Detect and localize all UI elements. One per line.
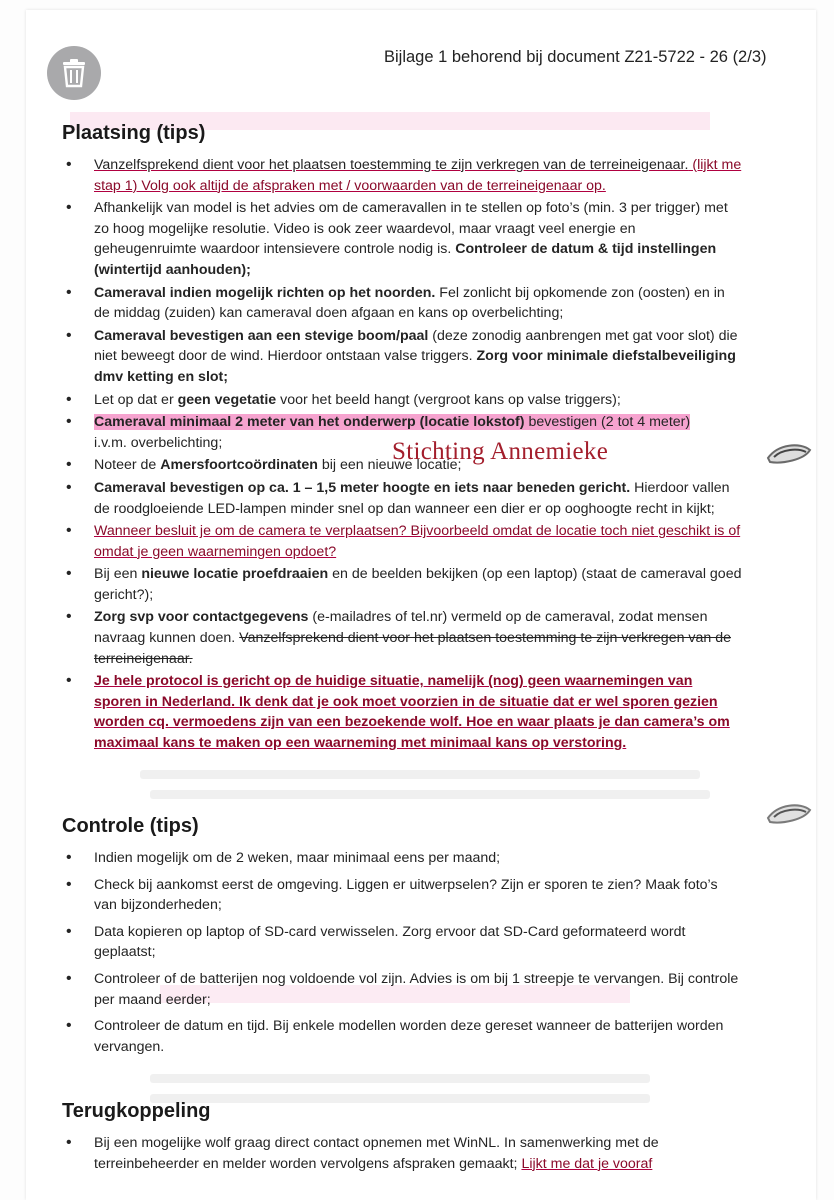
document-header: Bijlage 1 behorend bij document Z21-5722 - 26 (2/3) bbox=[384, 48, 767, 66]
section-title: Controle (tips) bbox=[62, 815, 199, 837]
trash-icon bbox=[60, 58, 88, 88]
list-item: • Data kopieren op laptop of SD-card verwisselen. Zorg ervoor dat SD-Card geformateerd wordt geplaatst; bbox=[66, 922, 686, 961]
section-terugkoppeling bbox=[62, 1100, 742, 1176]
list-item: • Afhankelijk van model is het advies om de cameravallen in te stellen op foto’s (min. 3 per trigger) met zo hoog mogelijke resolutie. Video is ook zeer waardevol, maar vraagt veel energie en geheugenruimte waardoor intensievere controle nodig is. Controleer de datum & tijd instellingen (wintertijd aanhouden); bbox=[66, 199, 728, 278]
list-item: • Cameraval minimaal 2 meter van het onderwerp (locatie lokstof) bevestigen (2 tot 4 meter) i.v.m. overbelichting; bbox=[66, 413, 691, 451]
list-item: • Wanneer besluit je om de camera te verplaatsen? Bijvoorbeeld omdat de locatie toch niet geschikt is of omdat je geen waarnemingen opdoet? bbox=[66, 522, 741, 560]
list-item: • Controleer de datum en tijd. Bij enkele modellen worden deze gereset wanneer de batterijen worden vervangen. bbox=[66, 1017, 724, 1055]
list-item: • Bij een nieuwe locatie proefdraaien en de beelden bekijken (op een laptop) (staat de cameraval goed gericht?); bbox=[66, 565, 742, 603]
watermark-stamp: Stichting Annemieke bbox=[392, 438, 609, 465]
paper-clip-icon bbox=[764, 800, 814, 826]
section-title: Plaatsing (tips) bbox=[62, 122, 206, 144]
bleed-line bbox=[150, 790, 710, 799]
bleed-line bbox=[150, 1074, 650, 1083]
controle-list bbox=[62, 848, 742, 1057]
section-controle bbox=[62, 815, 742, 1063]
terugkoppeling-list bbox=[62, 1133, 742, 1174]
list-item: • Je hele protocol is gericht op de huidige situatie, namelijk (nog) geen waarnemingen van sporen in Nederland. Ik denk dat je ook moet voorzien in de situatie dat er wel sporen gezien worden cq. vermoedens zijn van een bezoekende wolf. Hoe en waar plaats je dan camera’s om maximaal kans te maken op een waarneming met minimaal kans op verstoring. bbox=[66, 672, 730, 752]
list-item: • Vanzelfsprekend dient voor het plaatsen toestemming te zijn verkregen van de terreineigenaar. (lijkt me stap 1) Volg ook altijd de afspraken met / voorwaarden van de terreineigenaar op. bbox=[66, 156, 742, 194]
list-item: • Bij een mogelijke wolf graag direct contact opnemen met WinNL. In samenwerking met de terreinbeheerder en melder worden vervolgens afspraken gemaakt; Lijkt me dat je vooraf bbox=[66, 1134, 659, 1172]
list-item: • Cameraval indien mogelijk richten op het noorden. Fel zonlicht bij opkomende zon (oosten) en in de middag (zuiden) kan cameraval doen afgaan en kans op overbelichting; bbox=[66, 283, 725, 322]
list-item: • Noteer de Amersfoortcoördinaten bij een nieuwe locatie; bbox=[66, 456, 462, 474]
delete-button[interactable] bbox=[47, 46, 101, 100]
list-item: • Indien mogelijk om de 2 weken, maar minimaal eens per maand; bbox=[66, 849, 501, 866]
list-item: • Cameraval bevestigen aan een stevige boom/paal (deze zonodig aanbrengen met gat voor slot) die niet beweegt door de wind. Hierdoor ontstaan valse triggers. Zorg voor minimale diefstalbeveiliging dmv ketting en slot; bbox=[66, 326, 738, 385]
list-item: • Cameraval bevestigen op ca. 1 – 1,5 meter hoogte en iets naar beneden gericht. Hierdoor vallen de roodgloeiende LED-lampen minder snel op dan wanneer een dier er op ooghoogte recht in kijkt; bbox=[66, 478, 730, 517]
list-item: • Let op dat er geen vegetatie voor het beeld hangt (vergroot kans op valse triggers); bbox=[66, 390, 621, 408]
paper-clip-icon bbox=[764, 440, 814, 466]
section-title: Terugkoppeling bbox=[62, 1100, 211, 1122]
list-item: • Zorg svp voor contactgegevens (e-mailadres of tel.nr) vermeld op de cameraval, zodat mensen navraag kunnen doen. Vanzelfsprekend dient voor het plaatsen toestemming te zijn verkregen van de terreineigenaar. bbox=[66, 608, 732, 667]
list-item: • Controleer of de batterijen nog voldoende vol zijn. Advies is om bij 1 streepje te vervangen. Bij controle per maand eerder; bbox=[66, 969, 739, 1008]
list-item: • Check bij aankomst eerst de omgeving. Liggen er uitwerpselen? Zijn er sporen te zien? Maak foto’s van bijzonderheden; bbox=[66, 875, 718, 914]
bleed-line bbox=[140, 770, 700, 779]
